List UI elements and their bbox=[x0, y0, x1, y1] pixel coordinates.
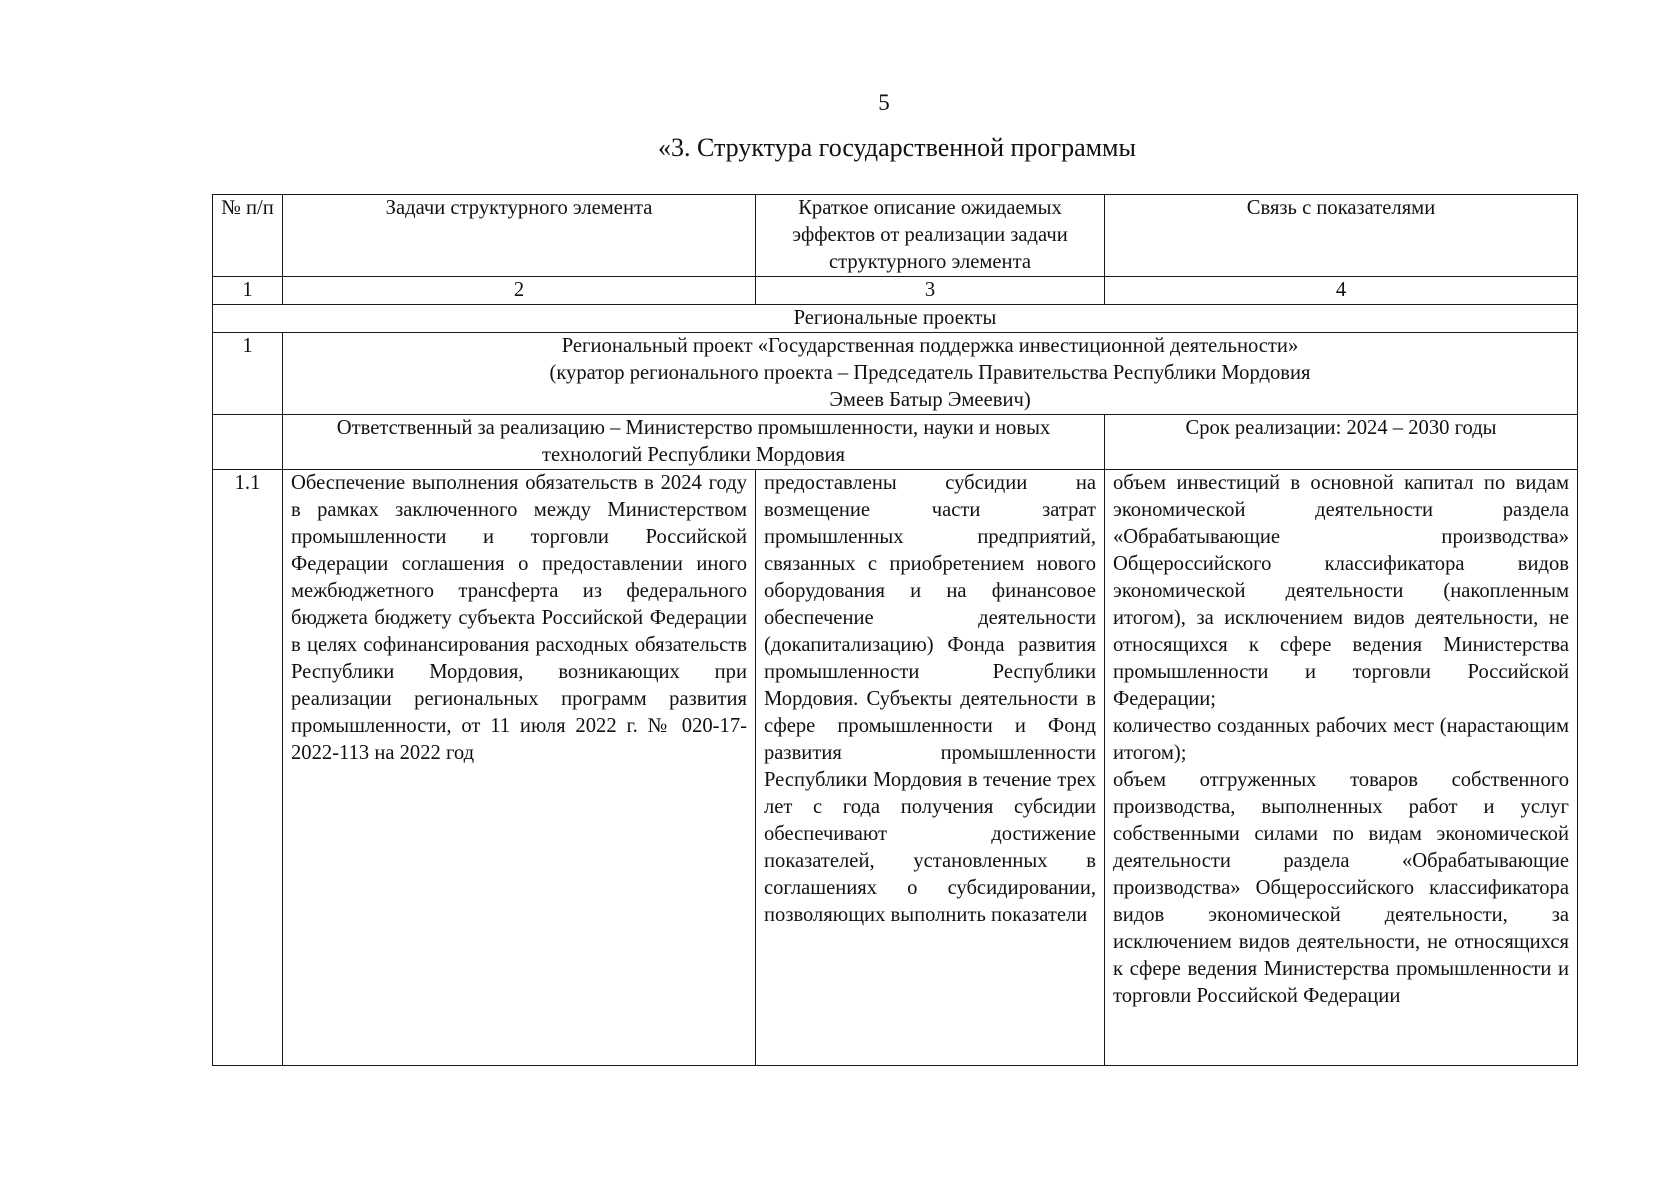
column-numbers-row bbox=[213, 277, 1578, 305]
table-header-row bbox=[213, 195, 1578, 277]
table-row bbox=[213, 470, 1578, 1066]
header-effects: Краткое описание ожидаемых эффектов от реализации задачи структурного элемента bbox=[756, 195, 1105, 277]
column-number-2: 2 bbox=[283, 277, 756, 305]
column-number-3: 3 bbox=[756, 277, 1105, 305]
project-curator-name: Эмеев Батыр Эмеевич) bbox=[829, 389, 1031, 411]
section-row bbox=[213, 305, 1578, 333]
program-structure-table bbox=[212, 194, 1578, 1066]
column-number-4: 4 bbox=[1105, 277, 1578, 305]
header-indicators: Связь с показателями bbox=[1105, 195, 1578, 277]
column-number-1: 1 bbox=[213, 277, 283, 305]
responsible-ministry: Ответственный за реализацию – Министерство промышленности, науки и новых технологий Республики Мордовия bbox=[283, 415, 1105, 470]
responsible-row bbox=[213, 415, 1578, 470]
header-tasks: Задачи структурного элемента bbox=[283, 195, 756, 277]
task-indicators bbox=[1105, 470, 1578, 1066]
header-num: № п/п bbox=[213, 195, 283, 277]
project-number: 1 bbox=[213, 333, 283, 415]
indicator-jobs: количество созданных рабочих мест (нарастающим итогом); bbox=[1113, 715, 1569, 764]
project-title: Региональный проект «Государственная поддержка инвестиционной деятельности» bbox=[561, 335, 1299, 357]
task-description: Обеспечение выполнения обязательств в 2024 году в рамках заключенного между Министерством промышленности и торговли Российской Федерации соглашения о предоставлении иного межбюджетного трансферта из федерального бюджета бюджету субъекта Российской Федерации в целях софинансирования расходных обязательств Республики Мордовия, возникающих при реализации региональных программ развития промышленности, от 11 июля 2022 г. № 020-17-2022-113 на 2022 год bbox=[283, 470, 756, 1066]
implementation-term: Срок реализации: 2024 – 2030 годы bbox=[1105, 415, 1578, 470]
indicator-investment: объем инвестиций в основной капитал по видам экономической деятельности раздела «Обрабатывающие производства» Общероссийского классификатора видов экономической деятельности (накопленным итогом), за исключением видов деятельности, не относящихся к сфере ведения Министерства промышленности и торговли Российской Федерации; bbox=[1113, 472, 1569, 710]
project-row bbox=[213, 333, 1578, 415]
section-title: Региональные проекты bbox=[213, 305, 1578, 333]
indicator-shipped-goods: объем отгруженных товаров собственного производства, выполненных работ и услуг собственными силами по видам экономической деятельности раздела «Обрабатывающие производства» Общероссийского классификатора видов экономической деятельности, за исключением видов деятельности, не относящихся к сфере ведения Министерства промышленности и торговли Российской Федерации bbox=[1113, 769, 1569, 1007]
task-number: 1.1 bbox=[213, 470, 283, 1066]
responsible-empty-cell bbox=[213, 415, 283, 470]
project-curator: (куратор регионального проекта – Председатель Правительства Республики Мордовия bbox=[549, 362, 1311, 384]
project-description bbox=[283, 333, 1578, 415]
task-effect: предоставлены субсидии на возмещение части затрат промышленных предприятий, связанных с приобретением нового оборудования и на финансовое обеспечение деятельности (докапитализацию) Фонда развития промышленности Республики Мордовия. Субъекты деятельности в сфере промышленности и Фонд развития промышленности Республики Мордовия в течение трех лет с года получения субсидии обеспечивают достижение показателей, установленных в соглашениях о субсидировании, позволяющих выполнить показатели bbox=[756, 470, 1105, 1066]
page-number: 5 bbox=[878, 90, 890, 115]
document-title: «3. Структура государственной программы bbox=[658, 133, 1136, 162]
